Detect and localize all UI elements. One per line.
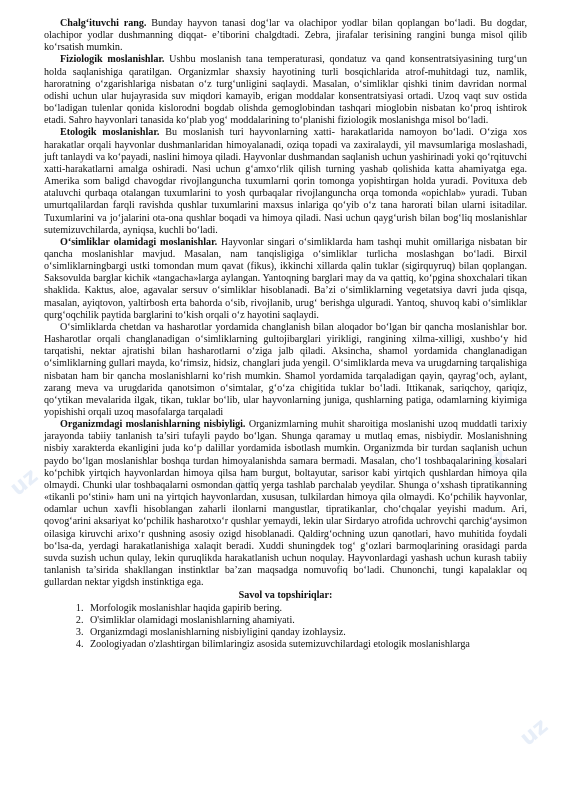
- watermark: uz: [5, 463, 44, 502]
- paragraph-heading: Fiziologik moslanishlar.: [60, 54, 165, 66]
- paragraph-text: O‘simliklarda chetdan va hasharotlar yordamida changlanish bilan aloqador bo‘lgan bir qancha moslanishlar bor. Hasharotlar orqali changlanadigan o‘simliklarning gultojibarglari yirikligi, rangining xilma-xilligi, xushbo‘y hid tarqatishi, nektar ajratishi bilan hasharotlarni o‘ziga jalb qiladi. Aksincha, shamol yordamida changlanadigan o‘simliklarning gullari mayda, ko‘rimsiz, hidsiz, changlari juda yengil. O‘simliklarda meva va urugdarning tarqalishiga nisbatan ham bir qancha moslanishlarni ko‘rish mumkin. Shamol yordamida tarqaladigan qayin, qayrag‘och, aylant, zarang meva va urugdarida qanotsimon o‘simtalar, g‘o‘za chigitida tuklar bo‘ladi. Ittikanak, sariqchoy, qariqiz, qo‘ytikan mevalarida ilgak, tikan, tuklar bo‘lib, ular hayvonlarning juniga, qushlarning patiga, odamlarning kiyimiga yopishishi orqali uzoq masofalarga tarqaladi: [44, 321, 527, 418]
- watermark: uz: [225, 463, 264, 502]
- paragraph-heading: Chalg‘ituvchi rang.: [60, 18, 147, 29]
- question-item: 2. O'simliklar olamidagi moslanishlarning ahamiyati.: [86, 615, 527, 627]
- watermark: uz: [515, 713, 554, 752]
- paragraph-heading: O‘simliklar olamidagi moslanishlar.: [60, 236, 218, 248]
- watermark: uz: [475, 443, 514, 482]
- questions-list: [44, 603, 527, 652]
- paragraph-text: Bu moslanish turi hayvonlarning xatti- harakatlarida namoyon bo‘ladi. O‘ziga xos harakatlar orqali hayvonlar dushmanlaridan himoyalanadi, oziqa topadi va zaxiralaydi, yil mavsumlariga moslashadi, juft tanlaydi va ko‘payadi, naslini himoya qiladi. Hayvonlar dushmandan saqlanish uchun yashirinadi yoki qo‘rqituvchi xatti-harakatlarni amalga oshiradi. Nasi uchun g‘amxo‘rlik qilish turning yashab qolishida katta ahamiyatga ega. Amerika som baligd chavogdar rivojlanguncha tuxumlarni qorin tomonga yopishtirgan holda yuradi. Povituxa deb ataluvchi qurbaqa otalangan tuxumlarini to yosh qurbaqalar rivojlanguncha orqa tomonda «opichlab» yuradi. Tuban umurtqalilardan farqli ravishda qushlar tuxumlarini maxsus inlariga qo‘yib o‘z tana harorati bilan ularni isitadilar. Tuxumlarini va jo‘jalarini ota-ona qushlar boqadi va himoya qiladi. Nasi uchun qayg‘urish bilan bog‘liq moslanishlar sutemizuvchilarda, ayniqsa, kuchli bo‘ladi.: [44, 127, 527, 236]
- paragraph-pollination: [44, 322, 527, 419]
- questions-heading: Savol va topshiriqlar:: [238, 590, 333, 602]
- paragraph-heading: Etologik moslanishlar.: [60, 127, 160, 139]
- paragraph-text: Hayvonlar singari o‘simliklarda ham tashqi muhit omillariga nisbatan bir qancha moslanishlar mavjud. Masalan, nam tanqisligiga o‘simliklar turlicha moslashgan bo‘ladi. Birxil o‘simliklarningbargi ustki tomondan mum qavat (fikus), ikkinchi xillarda qalin tuklar (sigirquyruq) bilan qoplangan. Saksovulda barglar kichik «tangacha»larga aylangan. Yantoqning barglari may da va qattiq, ko‘pgina shoxchalari tikan shaklida. Kaktus, aloe, agavalar sersuv o‘simliklar hisoblanadi. Ba’zi o‘simliklarning vegetatsiya davri juda qisqa, masalan, ayiqtovon, yaltirbosh erta bahorda o‘sib, rivojlanib, urug‘ berishga ulguradi. Yantoq, shuvoq kabi o‘simliklar qurg‘oqchilik paytida barglarini to‘kish orqali o‘z hayotini saqlaydi.: [44, 236, 528, 321]
- paragraph-text: Bunday hayvon tanasi dog‘lar va olachipor yodlar bilan qoplangan bo‘ladi. Bu dogdar, olachipor yodlar dushmanning diqqat- e’tiborini chalgdtadi. Zebra, jirafalar terisining rangini bunga misol qilib ko‘rsatish mumkin.: [44, 18, 527, 54]
- paragraph-plant-adaptations: [44, 237, 527, 322]
- paragraph-heading: Organizmdagi moslanishlarning nisbiyligi.: [60, 419, 246, 431]
- question-item: 1. Morfologik moslanishlar haqida gapirib bering.: [86, 603, 527, 615]
- paragraph-text: Ushbu moslanish tana temperaturasi, qondatuz va qand konsentratsiyasining turg‘un holda saqlanishiga qaratilgan. Organizmlar shaxsiy hayotining turli bosqichlarida atrof-muhitdagi tuz, namlik, haroratning o‘zgarishlariga nisbatan o‘z turg‘unligini saqlaydi. Masalan, o‘simliklar qishki tinim davridan normal odishi uchun ular hujayrasida suv miqdori kamayib, erigan moddalar konsentratsiyasi ortadi. Uzoq vaqt suv ostida bo‘ladigan tulenlar qonida kislorodni bogdab olishda gemoglobindan tashqari mioglobin nisbatan ko‘proq ishtirok etadi. Sahro hayvonlari tanasida ko‘plab yog‘ moddalarining to‘planishi fiziologik moslanishga misol bo‘ladi.: [44, 54, 528, 127]
- document-page: [44, 18, 527, 651]
- paragraph-physiological: [44, 54, 527, 127]
- paragraph-relativity: [44, 419, 527, 589]
- paragraph-ethological: [44, 127, 527, 236]
- paragraph-distracting-color: [44, 18, 527, 54]
- question-item: 4. Zoologiyadan o'zlashtirgan bilimlaringiz asosida sutemizuvchilardagi etologik moslanishlarga: [86, 639, 527, 651]
- paragraph-text: Organizmlarning muhit sharoitiga moslanishi uzoq muddatli tarixiy jarayonda tabiiy tanlanish ta’siri tufayli paydo bo‘lgan. Shunga qaramay u mutlaq emas, nisbiydir. Moslanishning nisbiy xarakterda ekanligini juda ko‘p dalillar yordamida isbotlash mumkin. Organizmda bir turdan saqlanish uchun paydo bo‘lgan moslanishlar boshqa turdan himoyalanishda samara bermadi. Masalan, cho‘l toshbaqalarining kosalari ko‘pchibk yirtqich hayvonlardan himoya qilsa ham burgut, boltayutar, sarisor kabi yirtqich qushlardan himoya qila olmaydi. Chunki ular toshbaqalarni osmondan qattiq yerga tashlab parchalab yeydilar. Shunga o‘xshash tipratikanning «tikanli po‘stini» ham uni na yirtqich hayvonlardan, xususan, tulkilardan himoya qila olmaydi. Ko‘pchilik hayvonlar, odamlar uchun xavfli hisoblangan zaharli ilonlarni mangustlar, tipratikanlar, cho‘chqalar yeyishi madum. Ari, qovog‘arini aksariyat ko‘pchilik hasharotxo‘r qushlar yemaydi, lekin ular Sirdaryo atrofida uchrovchi qarchig‘aysimon oilasiga kiruvchi arixo‘r qushning asosiy ozigd hisoblanadi. Qaldirg‘ochning uzun qanotlari, havo muhitida foydali bo‘lsa-da, yerdagi harakatlanishiga xalaqit beradi. Xuddi shuningdek tog‘ g‘ozlari barmoqlarining orasidagi parda suvda suzish uchun qulay, lekin quruqlikda harakatlanish uchun noqulay. Hayvonlardagi yashash uchun kurash tabiiy tanlanish ta’sirida shakllangan instinktlar ba’zan maqsadga nomuvofiq bo‘ladi. Chunonchi, tungi kapalaklar oq gullardan nektar yigdsh instinktiga ega.: [44, 419, 527, 589]
- question-item: 3. Organizmdagi moslanishlarning nisbiyligini qanday izohlaysiz.: [86, 627, 527, 639]
